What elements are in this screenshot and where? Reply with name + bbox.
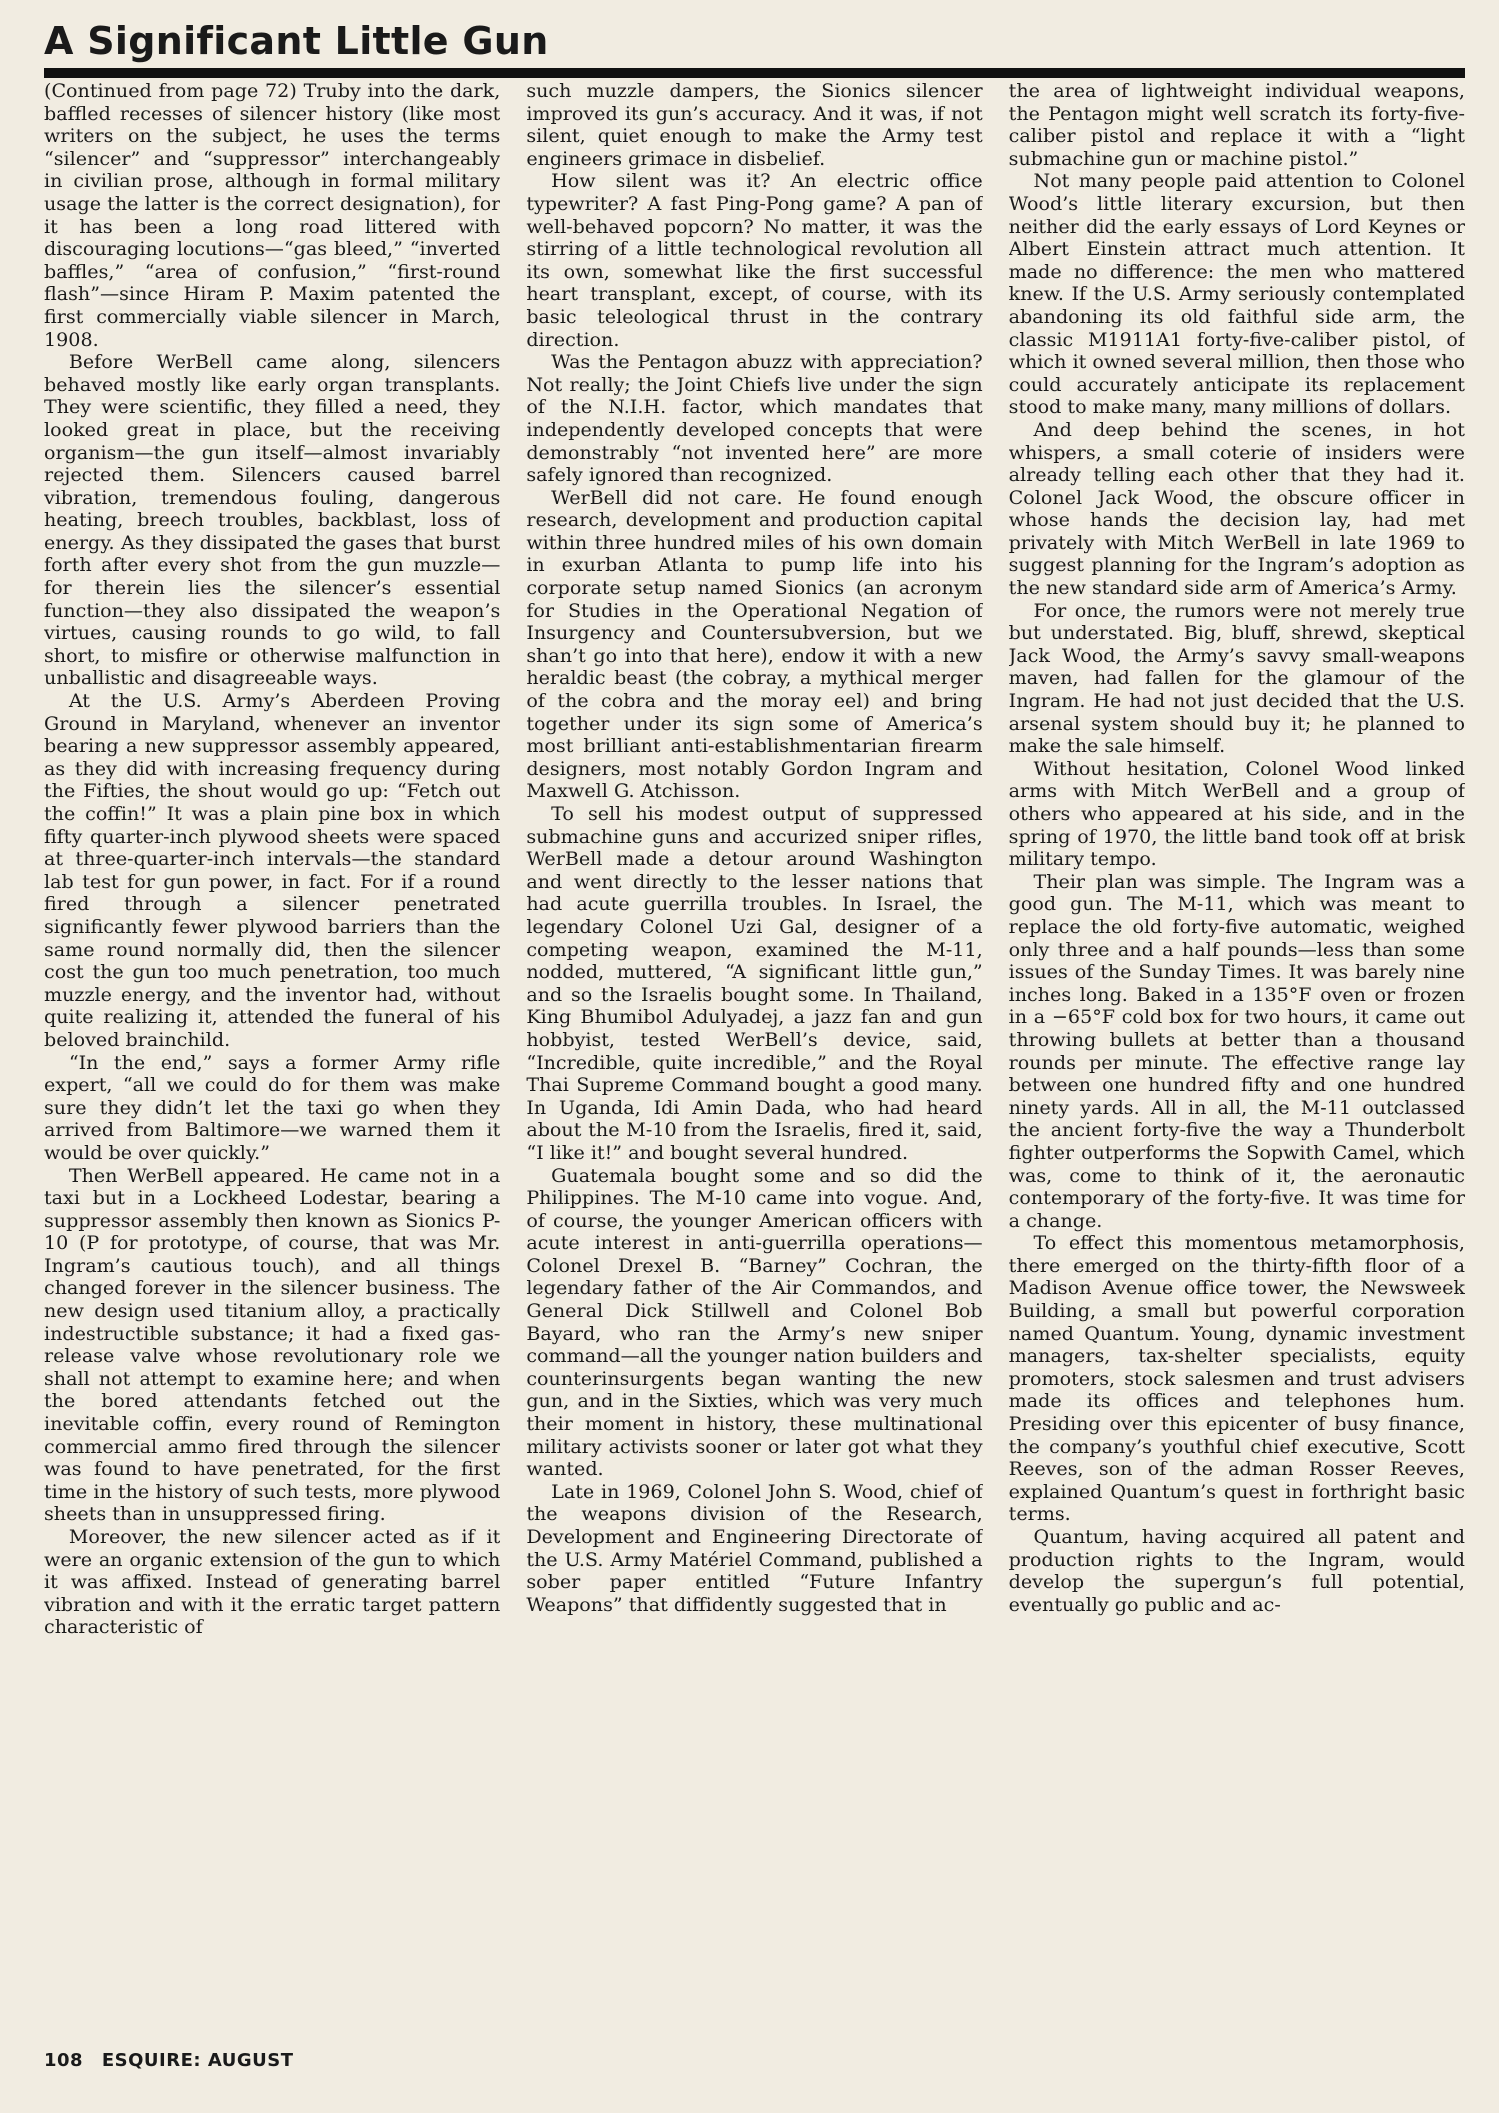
paragraph: (Continued from page 72) Truby into the dark, baffled recesses of silencer history (like most writers on the subject, he uses the terms “silencer” and “suppressor” interchangeably in civilian prose, although in formal military usage the latter is the correct designation), for it has been a long road littered with discouraging locutions—“gas bleed,” “inverted baffles,” “area of confusion,” “first-round flash”—since Hiram P. Maxim patented the first commercially viable silencer in March, 1908. [44,80,501,351]
publication-name: ESQUIRE: AUGUST [101,2050,294,2071]
text-column-2 [526,80,982,2010]
paragraph: Without hesitation, Colonel Wood linked arms with Mitch WerBell and a group of others who appeared at his side, and in the spring of 1970, the little band took off at brisk military tempo. [1008,756,1465,871]
page-footer [44,2050,293,2071]
paragraph: Then WerBell appeared. He came not in a taxi but in a Lockheed Lodestar, bearing a suppressor assembly then known as Sionics P-10 (P for prototype, of course, that was Mr. Ingram’s cautious touch), and all things changed forever in the silencer business. The new design used titanium alloy, a practically indestructible substance; it had a fixed gas-release valve whose revolutionary role we shall not attempt to examine here; and when the bored attendants fetched out the inevitable coffin, every round of Remington commercial ammo fired through the silencer was found to have penetrated, for the first time in the history of such tests, more plywood sheets than in unsuppressed firing. [44,1163,501,1526]
page-number: 108 [44,2050,84,2071]
article-header [44,18,1465,78]
paragraph: Guatemala bought some and so did the Philippines. The M-10 came into vogue. And, of course, the younger American officers with acute interest in anti-guerrilla operations—Colonel Drexel B. “Barney” Cochran, the legendary father of the Air Commandos, and General Dick Stillwell and Colonel Bob Bayard, who ran the Army’s new sniper command—all the younger nation builders and counterinsurgents began wanting the new gun, and in the Sixties, which was very much their moment in history, these multinational military activists sooner or later got what they wanted. [526,1163,983,1481]
paragraph: “In the end,” says a former Army rifle expert, “all we could do for them was make sure they didn’t let the taxi go when they arrived from Baltimore—we warned them it would be over quickly.” [44,1050,501,1164]
paragraph: Their plan was simple. The Ingram was a good gun. The M-11, which was meant to replace the old forty-five automatic, weighed only three and a half pounds—less than some issues of the Sunday Times. It was barely nine inches long. Baked in a 135°F oven or frozen in a −65°F cold box for two hours, it came out throwing bullets at better than a thousand rounds per minute. The effective range lay between one hundred fifty and one hundred ninety yards. All in all, the M-11 outclassed the ancient forty-five the way a Thunderbolt fighter outperforms the Sopwith Camel, which was, come to think of it, the aeronautic contemporary of the forty-five. It was time for a change. [1008,869,1465,1232]
text-column-3 [1009,80,1465,2010]
paragraph: Was the Pentagon abuzz with appreciation? Not really; the Joint Chiefs live under the sign of the N.I.H. factor, which mandates that independently developed concepts that were demonstrably “not invented here” are more safely ignored than recognized. [526,350,983,487]
article-body [44,80,1465,2010]
paragraph: such muzzle dampers, the Sionics silencer improved its gun’s accuracy. And it was, if not silent, quiet enough to make the Army test engineers grimace in disbelief. [526,80,983,170]
paragraph: Before WerBell came along, silencers behaved mostly like early organ transplants. They were scientific, they filled a need, they looked great in place, but the receiving organism—the gun itself—almost invariably rejected them. Silencers caused barrel vibration, tremendous fouling, dangerous heating, breech troubles, backblast, loss of energy. As they dissipated the gases that burst forth after every shot from the gun muzzle—for therein lies the silencer’s essential function—they also dissipated the weapon’s virtues, causing rounds to go wild, to fall short, to misfire or otherwise malfunction in unballistic and disagreeable ways. [44,350,501,690]
paragraph: Not many people paid attention to Colonel Wood’s little literary excursion, but then neither did the early essays of Lord Keynes or Albert Einstein attract much attention. It made no difference: the men who mattered knew. If the U.S. Army seriously contemplated abandoning its old faithful side arm, the classic M1911A1 forty-five-caliber pistol, of which it owned several million, then those who could accurately anticipate its replacement stood to make many, many millions of dollars. [1008,169,1465,419]
paragraph: Moreover, the new silencer acted as if it were an organic extension of the gun to which it was affixed. Instead of generating barrel vibration and with it the erratic target pattern characteristic of [44,1525,501,1639]
paragraph: the area of lightweight individual weapons, the Pentagon might well scratch its forty-five-caliber pistol and replace it with a “light submachine gun or machine pistol.” [1008,80,1465,170]
paragraph: For once, the rumors were not merely true but understated. Big, bluff, shrewd, skeptical Jack Wood, the Army’s savvy small-weapons maven, had fallen for the glamour of the Ingram. He had not just decided that the U.S. arsenal system should buy it; he planned to make the sale himself. [1008,598,1465,758]
title-rule [44,68,1465,78]
paragraph: Quantum, having acquired all patent and production rights to the Ingram, would develop the supergun’s full potential, eventually go public and ac- [1008,1525,1465,1616]
paragraph: And deep behind the scenes, in hot whispers, a small coterie of insiders were already telling each other that they had it. Colonel Jack Wood, the obscure officer in whose hands the decision lay, had met privately with Mitch WerBell in late 1969 to suggest planning for the Ingram’s adoption as the new standard side arm of America’s Army. [1008,417,1465,600]
paragraph: To sell his modest output of suppressed submachine guns and accurized sniper rifles, WerBell made a detour around Washington and went directly to the lesser nations that had acute guerrilla troubles. In Israel, the legendary Colonel Uzi Gal, designer of a competing weapon, examined the M-11, nodded, muttered, “A significant little gun,” and so the Israelis bought some. In Thailand, King Bhumibol Adulyadej, a jazz fan and gun hobbyist, tested WerBell’s device, said, “Incredible, quite incredible,” and the Royal Thai Supreme Command bought a good many. In Uganda, Idi Amin Dada, who had heard about the M-10 from the Israelis, fired it, said, “I like it!” and bought several hundred. [526,802,983,1164]
paragraph: How silent was it? An electric office typewriter? A fast Ping-Pong game? A pan of well-behaved popcorn? No matter, it was the stirring of a little technological revolution all its own, somewhat like the first successful heart transplant, except, of course, with its basic teleological thrust in the contrary direction. [526,169,983,351]
paragraph: At the U.S. Army’s Aberdeen Proving Ground in Maryland, whenever an inventor bearing a new suppressor assembly appeared, as they did with increasing frequency during the Fifties, the shout would go up: “Fetch out the coffin!” It was a plain pine box in which fifty quarter-inch plywood sheets were spaced at three-quarter-inch intervals—the standard lab test for gun power, in fact. For if a round fired through a silencer penetrated significantly fewer plywood barriers than the same round normally did, then the silencer cost the gun too much penetration, too much muzzle energy, and the inventor had, without quite realizing it, attended the funeral of his beloved brainchild. [44,689,501,1051]
article-title: A Significant Little Gun [44,19,549,63]
paragraph: WerBell did not care. He found enough research, development and production capital within three hundred miles of his own domain in exurban Atlanta to pump life into his corporate setup named Sionics (an acronym for Studies in the Operational Negation of Insurgency and Countersubversion, but we shan’t go into that here), endow it with a new heraldic beast (the cobray, a mythical merger of the cobra and the moray eel) and bring together under its sign some of America’s most brilliant anti-establishmentarian firearm designers, most notably Gordon Ingram and Maxwell G. Atchisson. [526,485,983,803]
text-column-1 [44,80,500,2010]
paragraph: To effect this momentous metamorphosis, there emerged on the thirty-fifth floor of a Madison Avenue office tower, the Newsweek Building, a small but powerful corporation named Quantum. Young, dynamic investment managers, tax-shelter specialists, equity promoters, stock salesmen and trust advisers made its offices and telephones hum. Presiding over this epicenter of busy finance, the company’s youthful chief executive, Scott Reeves, son of the adman Rosser Reeves, explained Quantum’s quest in forthright basic terms. [1008,1231,1465,1526]
paragraph: Late in 1969, Colonel John S. Wood, chief of the weapons division of the Research, Development and Engineering Directorate of the U.S. Army Matériel Command, published a sober paper entitled “Future Infantry Weapons” that diffidently suggested that in [526,1479,983,1616]
